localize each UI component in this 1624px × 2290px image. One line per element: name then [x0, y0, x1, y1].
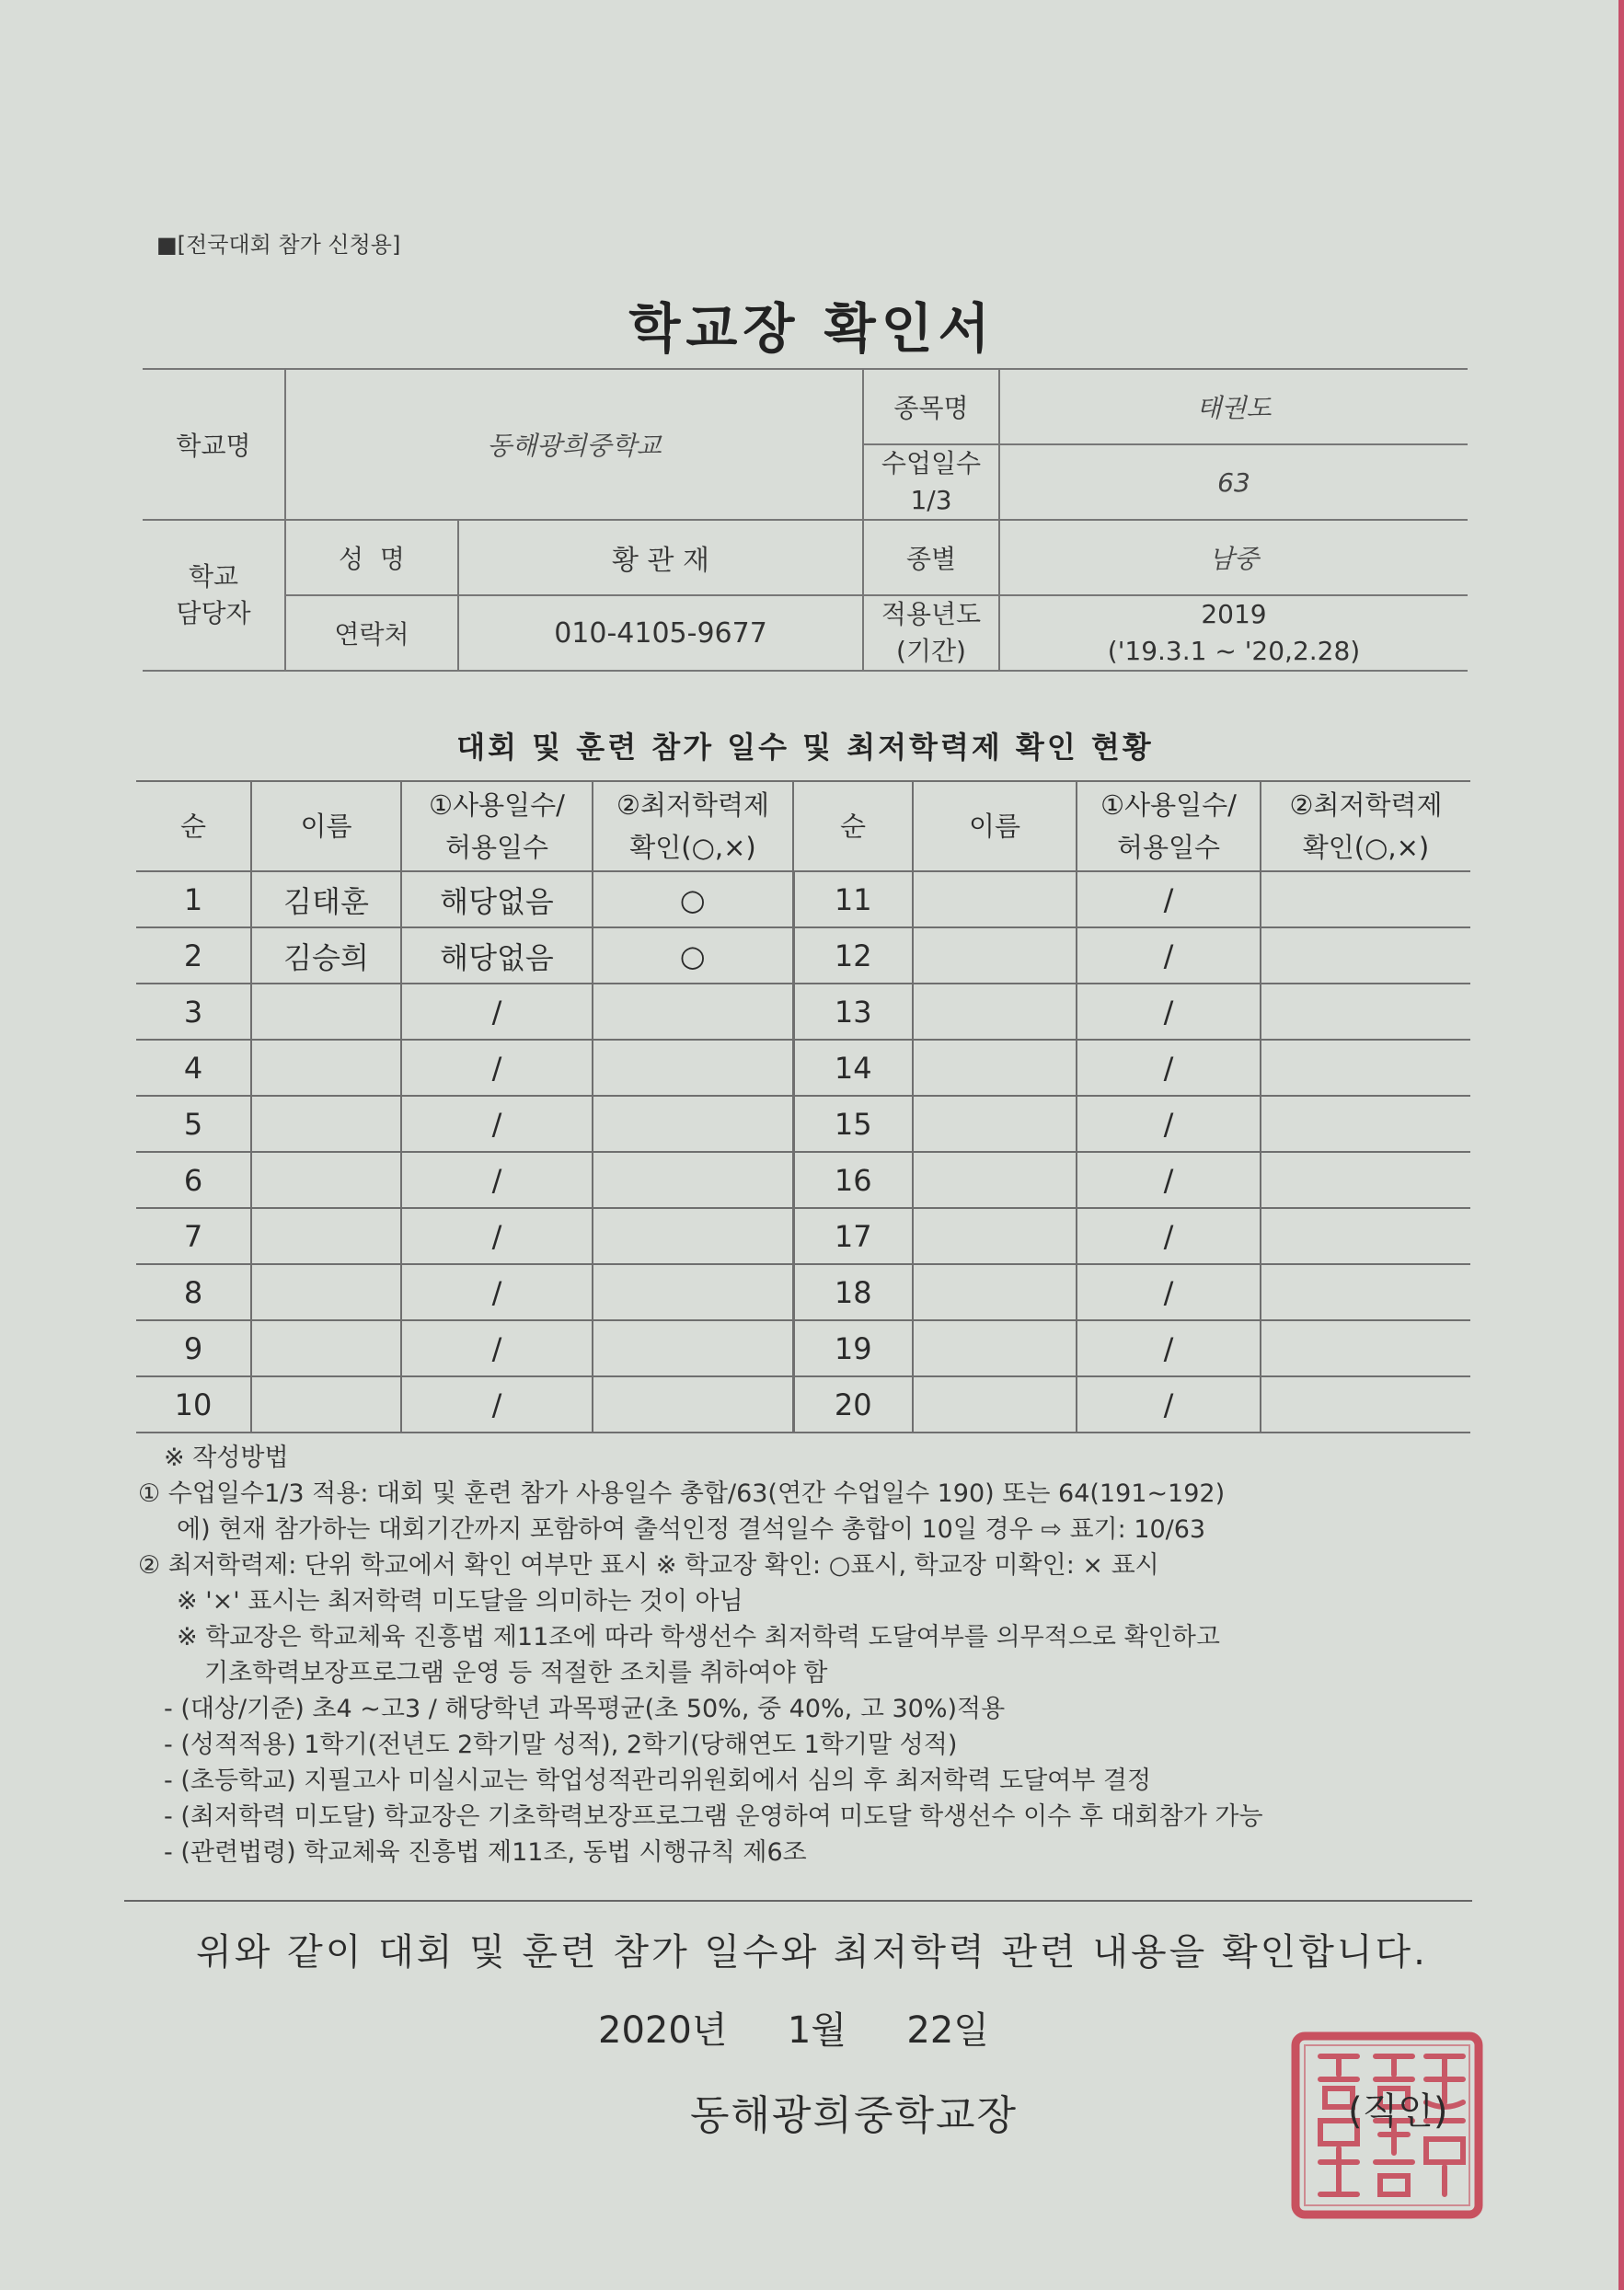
- detail-3: - (초등학교) 지필고사 미실시교는 학업성적관리위원회에서 심의 후 최저학력 도달여부 결정: [164, 1766, 1152, 1795]
- row-days-right: /: [1077, 1040, 1261, 1096]
- document-title: 학교장 확인서: [628, 297, 996, 360]
- detail-4: - (최저학력 미도달) 학교장은 기초학력보장프로그램 운영하여 미도달 학생선수 이수 후 대회참가 가능: [164, 1802, 1263, 1831]
- detail-5: - (관련법령) 학교체육 진흥법 제11조, 동법 시행규칙 제6조: [164, 1838, 807, 1867]
- row-days: /: [401, 984, 593, 1040]
- table-header-row: [136, 781, 1470, 871]
- row-no-right: 20: [793, 1376, 913, 1433]
- row-days: /: [401, 1264, 593, 1320]
- row-min-right: [1261, 1376, 1470, 1433]
- row-days: /: [401, 1376, 593, 1433]
- section-title: 대회 및 훈련 참가 일수 및 최저학력제 확인 현황: [456, 730, 1154, 765]
- row-no-right: 17: [793, 1208, 913, 1264]
- row-days-right: /: [1077, 1264, 1261, 1320]
- row-min-right: [1261, 1264, 1470, 1320]
- row-no-right: 13: [793, 984, 913, 1040]
- row-name-right: [913, 984, 1077, 1040]
- year-label: [863, 595, 999, 671]
- row-name-right: [913, 871, 1077, 927]
- header-days: [401, 781, 593, 871]
- row-name-right: [913, 1208, 1077, 1264]
- contact-value: 010-4105-9677: [458, 595, 863, 671]
- row-days: /: [401, 1320, 593, 1376]
- row-min-right: [1261, 1040, 1470, 1096]
- staff-label: [143, 520, 285, 671]
- row-min-right: [1261, 927, 1470, 984]
- header-min-line2: 확인(○,×): [629, 832, 756, 863]
- row-days-right: /: [1077, 1376, 1261, 1433]
- row-no: 4: [136, 1040, 251, 1096]
- row-no-right: 15: [793, 1096, 913, 1152]
- category-label: 종별: [863, 520, 999, 595]
- header-min-line1: ②최저학력제: [616, 789, 770, 821]
- row-name: [251, 1152, 401, 1208]
- days-value: 63: [999, 444, 1468, 520]
- row-name-right: [913, 1152, 1077, 1208]
- date-day: 22일: [906, 2009, 989, 2052]
- row-min: [593, 1376, 793, 1433]
- date-month: 1월: [787, 2009, 847, 2052]
- header-name-right: 이름: [913, 781, 1077, 871]
- row-min: ○: [593, 927, 793, 984]
- school-name-label: 학교명: [143, 369, 285, 520]
- participation-table: [136, 780, 1470, 1433]
- row-no-right: 12: [793, 927, 913, 984]
- year-value: 2019: [1201, 599, 1267, 629]
- issue-date: [598, 2001, 989, 2054]
- notes-heading: ※ 작성방법: [164, 1444, 289, 1472]
- table-row: [136, 927, 1470, 984]
- detail-1: - (대상/기준) 초4 ~고3 / 해당학년 과목평균(초 50%, 중 40%, 고 30%)적용: [164, 1695, 1006, 1723]
- row-no-right: 18: [793, 1264, 913, 1320]
- row-no: 9: [136, 1320, 251, 1376]
- row-min: [593, 1264, 793, 1320]
- category-value: 남중: [999, 520, 1468, 595]
- row-min: [593, 984, 793, 1040]
- table-row: [136, 1376, 1470, 1433]
- row-no: 7: [136, 1208, 251, 1264]
- row-min: [593, 1096, 793, 1152]
- row-min: [593, 1208, 793, 1264]
- row-days-right: /: [1077, 984, 1261, 1040]
- row-days-right: /: [1077, 1096, 1261, 1152]
- row-no-right: 19: [793, 1320, 913, 1376]
- year-label-line2: (기간): [896, 636, 966, 666]
- name-label: 성 명: [285, 520, 458, 595]
- row-min-right: [1261, 871, 1470, 927]
- row-name: [251, 1096, 401, 1152]
- school-name-value: 동해광희중학교: [285, 369, 863, 520]
- note-4a: ※ 학교장은 학교체육 진흥법 제11조에 따라 학생선수 최저학력 도달여부를 의무적으로 확인하고: [177, 1623, 1220, 1651]
- period-value: ('19.3.1 ~ '20,2.28): [1107, 636, 1361, 666]
- table-row: [136, 1096, 1470, 1152]
- row-days-right: /: [1077, 927, 1261, 984]
- row-days-right: /: [1077, 1208, 1261, 1264]
- table-row: [136, 1208, 1470, 1264]
- row-no-right: 14: [793, 1040, 913, 1096]
- header-no-right: 순: [793, 781, 913, 871]
- header-days-line2: 허용일수: [444, 832, 549, 863]
- row-no: 10: [136, 1376, 251, 1433]
- row-min-right: [1261, 984, 1470, 1040]
- school-info-table: [143, 368, 1468, 672]
- row-min: [593, 1040, 793, 1096]
- staff-label-line1: 학교: [188, 561, 239, 592]
- contact-label: 연락처: [285, 595, 458, 671]
- form-tag: ■[전국대회 참가 신청용]: [156, 232, 401, 258]
- row-name: [251, 1320, 401, 1376]
- divider: [124, 1900, 1472, 1902]
- days-label-line2: 1/3: [910, 485, 952, 515]
- row-min-right: [1261, 1320, 1470, 1376]
- header-days-right-line2: 허용일수: [1116, 832, 1221, 863]
- row-name: [251, 1040, 401, 1096]
- row-days: 해당없음: [401, 871, 593, 927]
- detail-2: - (성적적용) 1학기(전년도 2학기말 성적), 2학기(당해연도 1학기말 성적): [164, 1731, 958, 1759]
- principal-signature-line: 동해광희중학교장: [690, 2092, 1019, 2139]
- note-4b: 기초학력보장프로그램 운영 등 적절한 조치를 취하여야 함: [204, 1659, 828, 1687]
- header-min: [593, 781, 793, 871]
- header-days-line1: ①사용일수/: [429, 789, 565, 821]
- header-min-right-line1: ②최저학력제: [1289, 789, 1443, 821]
- row-name: [251, 1264, 401, 1320]
- row-min: [593, 1320, 793, 1376]
- row-days: 해당없음: [401, 927, 593, 984]
- row-no: 2: [136, 927, 251, 984]
- row-min: [593, 1152, 793, 1208]
- table-row: [136, 1320, 1470, 1376]
- year-value-cell: [999, 595, 1468, 671]
- header-days-right: [1077, 781, 1261, 871]
- row-name-right: [913, 1264, 1077, 1320]
- row-no: 5: [136, 1096, 251, 1152]
- row-no-right: 16: [793, 1152, 913, 1208]
- note-3: ※ '×' 표시는 최저학력 미도달을 의미하는 것이 아님: [177, 1587, 743, 1616]
- row-name-right: [913, 1096, 1077, 1152]
- row-days: /: [401, 1040, 593, 1096]
- note-1a: ① 수업일수1/3 적용: 대회 및 훈련 참가 사용일수 총합/63(연간 수업일수 190) 또는 64(191~192): [138, 1479, 1226, 1508]
- row-no: 8: [136, 1264, 251, 1320]
- confirmation-text: 위와 같이 대회 및 훈련 참가 일수와 최저학력 관련 내용을 확인합니다.: [196, 1931, 1428, 1974]
- note-1b: 에) 현재 참가하는 대회기간까지 포함하여 출석인정 결석일수 총합이 10일 경우 ⇨ 표기: 10/63: [177, 1515, 1206, 1544]
- row-no-right: 11: [793, 871, 913, 927]
- header-no: 순: [136, 781, 251, 871]
- row-min-right: [1261, 1152, 1470, 1208]
- seal-label: (직인): [1348, 2090, 1448, 2133]
- year-label-line1: 적용년도: [881, 599, 982, 629]
- table-row: [136, 984, 1470, 1040]
- row-no: 3: [136, 984, 251, 1040]
- staff-label-line2: 담당자: [176, 598, 251, 628]
- row-name: 김승희: [251, 927, 401, 984]
- days-label: [863, 444, 999, 520]
- row-name-right: [913, 1376, 1077, 1433]
- date-year: 2020년: [598, 2009, 728, 2052]
- row-name: [251, 1376, 401, 1433]
- days-label-line1: 수업일수: [881, 448, 982, 478]
- row-name-right: [913, 1320, 1077, 1376]
- row-days-right: /: [1077, 871, 1261, 927]
- header-name: 이름: [251, 781, 401, 871]
- row-no: 6: [136, 1152, 251, 1208]
- row-name-right: [913, 927, 1077, 984]
- row-min: ○: [593, 871, 793, 927]
- note-2: ② 최저학력제: 단위 학교에서 확인 여부만 표시 ※ 학교장 확인: ○표시, 학교장 미확인: × 표시: [138, 1551, 1159, 1580]
- row-days: /: [401, 1152, 593, 1208]
- row-days: /: [401, 1096, 593, 1152]
- instructions: [138, 1440, 1481, 1870]
- sport-label: 종목명: [863, 369, 999, 444]
- row-days: /: [401, 1208, 593, 1264]
- row-name: 김태훈: [251, 871, 401, 927]
- header-days-right-line1: ①사용일수/: [1100, 789, 1237, 821]
- sport-value: 태권도: [999, 369, 1468, 444]
- name-value: 황 관 재: [458, 520, 863, 595]
- row-days-right: /: [1077, 1320, 1261, 1376]
- table-row: [136, 871, 1470, 927]
- row-name-right: [913, 1040, 1077, 1096]
- table-row: [136, 1040, 1470, 1096]
- header-min-right: [1261, 781, 1470, 871]
- header-min-right-line2: 확인(○,×): [1302, 832, 1430, 863]
- row-days-right: /: [1077, 1152, 1261, 1208]
- row-min-right: [1261, 1208, 1470, 1264]
- row-no: 1: [136, 871, 251, 927]
- table-row: [136, 1152, 1470, 1208]
- row-min-right: [1261, 1096, 1470, 1152]
- row-name: [251, 984, 401, 1040]
- table-row: [136, 1264, 1470, 1320]
- row-name: [251, 1208, 401, 1264]
